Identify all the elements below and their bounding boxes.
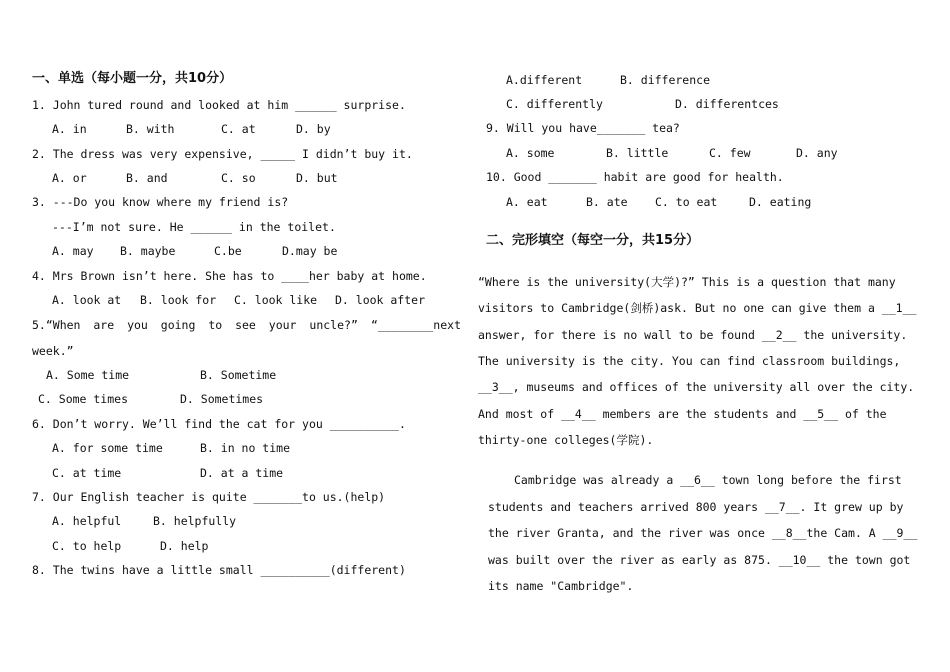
- q10-stem: 10. Good _______ habit are good for health.: [486, 170, 784, 184]
- q5-stem-blank: “________next: [371, 318, 462, 332]
- passage-p1-line-7: thirty-one colleges(学院).: [478, 433, 654, 447]
- passage-p1-line-5: __3__, museums and offices of the university all over the city.: [478, 380, 915, 394]
- q8-option-b: B. difference: [620, 73, 711, 87]
- q2-option-b: B. and: [126, 171, 168, 185]
- q8-option-c: C. differently: [506, 97, 603, 111]
- q9-option-d: D. any: [796, 146, 838, 160]
- q4-option-b: B. look for: [140, 293, 217, 307]
- q3-stem-2: ---I’m not sure. He ______ in the toilet.: [52, 220, 336, 234]
- q7-stem: 7. Our English teacher is quite _______to us.(help): [32, 490, 386, 504]
- q6-option-c: C. at time: [52, 466, 122, 480]
- q8-option-a: A.different: [506, 73, 583, 87]
- q1-stem: 1. John tured round and looked at him ______ surprise.: [32, 98, 406, 112]
- q6-stem: 6. Don’t worry. We’ll find the cat for you __________.: [32, 417, 406, 431]
- q3-option-c: C.be: [214, 244, 242, 258]
- q1-option-a: A. in: [52, 122, 87, 136]
- q2-option-a: A. or: [52, 171, 87, 185]
- q6-option-d: D. at a time: [200, 466, 284, 480]
- q5-option-a: A. Some time: [46, 368, 130, 382]
- q3-stem-1: 3. ---Do you know where my friend is?: [32, 195, 289, 209]
- q7-option-a: A. helpful: [52, 514, 122, 528]
- q9-option-a: A. some: [506, 146, 555, 160]
- q10-option-b: B. ate: [586, 195, 628, 209]
- q10-option-d: D. eating: [749, 195, 812, 209]
- passage-p1-line-3: answer, for there is no wall to be found __2__ the university.: [478, 328, 908, 342]
- q10-option-a: A. eat: [506, 195, 548, 209]
- passage-p1-line-6: And most of __4__ members are the students and __5__ of the: [478, 407, 887, 421]
- section1-heading: 一、单选（每小题一分，共10分）: [32, 71, 233, 86]
- q8-stem: 8. The twins have a little small __________(different): [32, 563, 406, 577]
- q1-option-d: D. by: [296, 122, 331, 136]
- q3-option-b: B. maybe: [120, 244, 176, 258]
- q6-option-b: B. in no time: [200, 441, 291, 455]
- q4-option-d: D. look after: [335, 293, 426, 307]
- q9-option-c: C. few: [709, 146, 751, 160]
- q3-option-a: A. may: [52, 244, 94, 258]
- passage-p2-line-4: was built over the river as early as 875. __10__ the town got: [488, 553, 911, 567]
- q5-stem-cont: week.”: [32, 344, 74, 358]
- passage-p2-line-2: students and teachers arrived 800 years __7__. It grew up by: [488, 500, 904, 514]
- q1-option-c: C. at: [221, 122, 256, 136]
- q2-stem: 2. The dress was very expensive, _____ I didn’t buy it.: [32, 147, 413, 161]
- q9-stem: 9. Will you have_______ tea?: [486, 121, 680, 135]
- passage-p1-line-2: visitors to Cambridge(剑桥)ask. But no one can give them a __1__: [478, 301, 917, 315]
- q5-option-d: D. Sometimes: [180, 392, 264, 406]
- q5-option-b: B. Sometime: [200, 368, 277, 382]
- q2-option-d: D. but: [296, 171, 338, 185]
- q3-option-d: D.may be: [282, 244, 338, 258]
- q10-option-c: C. to eat: [655, 195, 718, 209]
- q4-option-a: A. look at: [52, 293, 122, 307]
- q2-option-c: C. so: [221, 171, 256, 185]
- passage-p2-line-3: the river Granta, and the river was once __8__the Cam. A __9__: [488, 526, 918, 540]
- q7-option-d: D. help: [160, 539, 209, 553]
- q7-option-c: C. to help: [52, 539, 122, 553]
- q4-stem: 4. Mrs Brown isn’t here. She has to ____her baby at home.: [32, 269, 427, 283]
- q5-stem: 5.“When are you going to see your uncle?”: [32, 318, 358, 332]
- q7-option-b: B. helpfully: [153, 514, 237, 528]
- passage-p2-line-5: its name "Cambridge".: [488, 579, 634, 593]
- q9-option-b: B. little: [606, 146, 669, 160]
- q1-option-b: B. with: [126, 122, 175, 136]
- passage-p2-line-1: Cambridge was already a __6__ town long before the first: [514, 473, 902, 487]
- passage-p1-line-1: “Where is the university(大学)?” This is a question that many: [478, 275, 896, 289]
- q6-option-a: A. for some time: [52, 441, 163, 455]
- passage-p1-line-4: The university is the city. You can find classroom buildings,: [478, 354, 901, 368]
- q4-option-c: C. look like: [234, 293, 318, 307]
- section2-heading: 二、完形填空（每空一分，共15分）: [486, 233, 700, 248]
- q8-option-d: D. differentces: [675, 97, 779, 111]
- q5-option-c: C. Some times: [38, 392, 129, 406]
